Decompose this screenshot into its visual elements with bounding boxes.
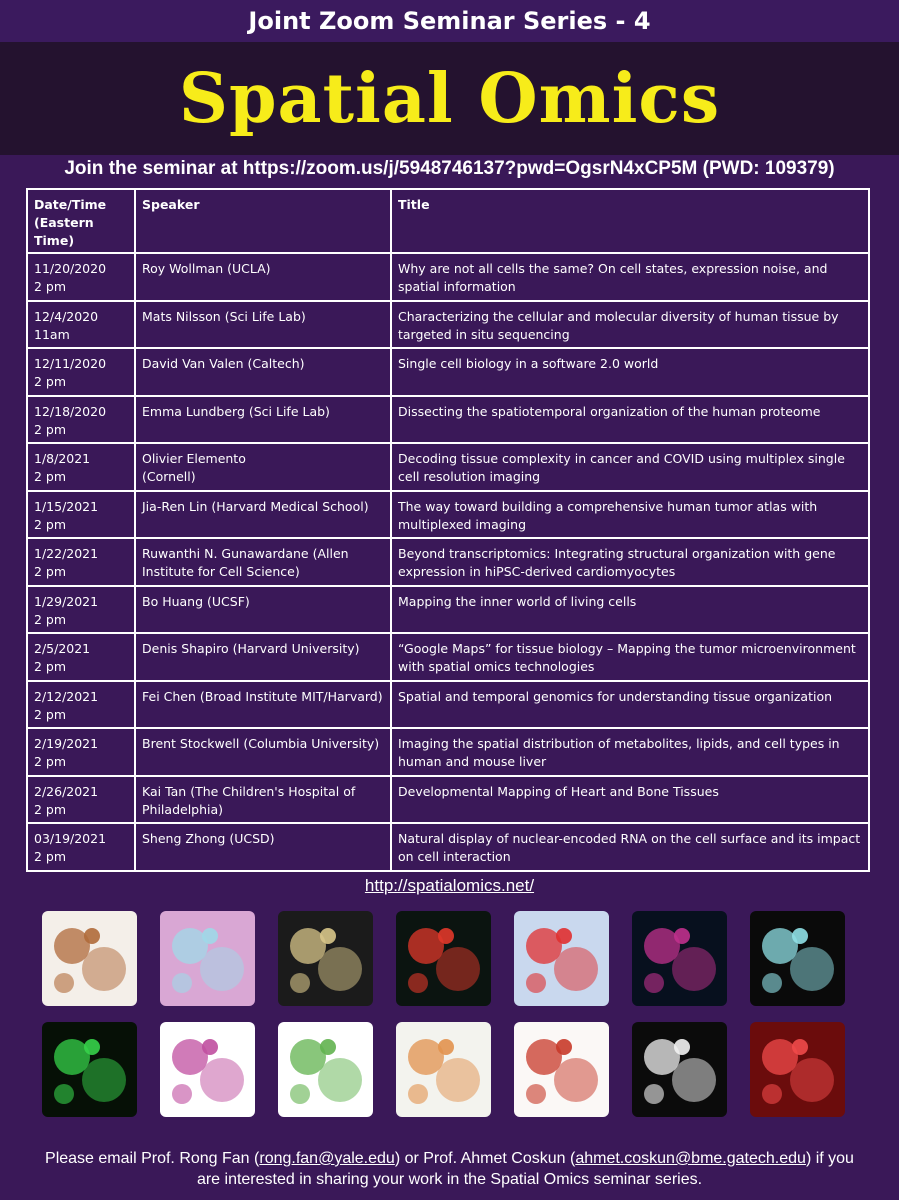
row-speaker: Denis Shapiro (Harvard University) [135,633,391,681]
row-date: 1/22/2021 2 pm [27,538,135,586]
footer-contact [0,1148,899,1190]
row-speaker: Sheng Zhong (UCSD) [135,823,391,871]
table-row [27,491,869,539]
row-speaker: Ruwanthi N. Gunawardane (Allen Institute for Cell Science) [135,538,391,586]
row-speaker: Kai Tan (The Children's Hospital of Philadelphia) [135,776,391,824]
seminar-schedule-table [26,188,870,872]
virus-image [750,1022,845,1117]
footer-line-1 [0,1148,899,1169]
row-title: Single cell biology in a software 2.0 world [391,348,869,396]
row-title: Spatial and temporal genomics for understanding tissue organization [391,681,869,729]
table-row [27,728,869,776]
row-title: Why are not all cells the same? On cell states, expression noise, and spatial information [391,253,869,301]
row-title: Dissecting the spatiotemporal organization of the human proteome [391,396,869,444]
cell-network-diagram-image [514,1022,609,1117]
table-row [27,396,869,444]
tsne-cluster-image [160,1022,255,1117]
row-date: 1/15/2021 2 pm [27,491,135,539]
footer-text-pre: Please email Prof. Rong Fan ( [45,1150,260,1167]
table-row [27,538,869,586]
row-date: 03/19/2021 2 pm [27,823,135,871]
email-link-ahmet-coskun[interactable]: ahmet.coskun@bme.gatech.edu [575,1150,806,1167]
row-speaker: Olivier Elemento (Cornell) [135,443,391,491]
fluorescent-cells-image [396,911,491,1006]
column-header-speaker: Speaker [135,189,391,253]
stacked-microscopy-image [278,911,373,1006]
series-banner [0,0,899,42]
cell-contour-image [750,911,845,1006]
row-title: “Google Maps” for tissue biology – Mapping the tumor microenvironment with spatial omics technologies [391,633,869,681]
cell-diagram-image [396,1022,491,1117]
row-speaker: Fei Chen (Broad Institute MIT/Harvard) [135,681,391,729]
table-row [27,586,869,634]
pink-tissue-stain-image [160,911,255,1006]
row-title: Decoding tissue complexity in cancer and COVID using multiplex single cell resolution imaging [391,443,869,491]
row-speaker: Brent Stockwell (Columbia University) [135,728,391,776]
row-date: 2/5/2021 2 pm [27,633,135,681]
row-date: 11/20/2020 2 pm [27,253,135,301]
footer-line-2: are interested in sharing your work in the Spatial Omics seminar series. [196,1171,703,1188]
row-date: 2/12/2021 2 pm [27,681,135,729]
row-date: 12/4/2020 11am [27,301,135,349]
footer-text-post: ) if you [805,1150,854,1167]
blue-nucleus-image [632,911,727,1006]
row-date: 2/26/2021 2 pm [27,776,135,824]
table-row [27,443,869,491]
row-date: 1/8/2021 2 pm [27,443,135,491]
row-title: The way toward building a comprehensive human tumor atlas with multiplexed imaging [391,491,869,539]
row-speaker: Bo Huang (UCSF) [135,586,391,634]
table-row [27,253,869,301]
heart-panels-image [632,1022,727,1117]
row-date: 12/18/2020 2 pm [27,396,135,444]
column-header-date: Date/Time (Eastern Time) [27,189,135,253]
table-header-row [27,189,869,253]
row-title: Characterizing the cellular and molecular diversity of human tissue by targeted in situ sequencing [391,301,869,349]
row-speaker: Roy Wollman (UCLA) [135,253,391,301]
table-row [27,301,869,349]
row-speaker: Emma Lundberg (Sci Life Lab) [135,396,391,444]
join-link-text[interactable]: Join the seminar at https://zoom.us/j/5948746137?pwd=OgsrN4xCP5M (PWD: 109379) [64,158,835,179]
row-date: 12/11/2020 2 pm [27,348,135,396]
row-title: Natural display of nuclear-encoded RNA on the cell surface and its impact on cell interaction [391,823,869,871]
table-row [27,348,869,396]
title-banner [0,42,899,155]
row-speaker: David Van Valen (Caltech) [135,348,391,396]
row-title: Imaging the spatial distribution of metabolites, lipids, and cell types in human and mouse liver [391,728,869,776]
row-speaker: Mats Nilsson (Sci Life Lab) [135,301,391,349]
row-title: Developmental Mapping of Heart and Bone Tissues [391,776,869,824]
footer-text-mid: ) or Prof. Ahmet Coskun ( [394,1150,576,1167]
row-speaker: Jia-Ren Lin (Harvard Medical School) [135,491,391,539]
image-gallery [42,911,862,1141]
heatmap-image [514,911,609,1006]
table-row [27,823,869,871]
tissue-section-image [42,911,137,1006]
spatialomics-website-link[interactable]: http://spatialomics.net/ [364,876,535,895]
table-row [27,633,869,681]
email-link-rong-fan[interactable]: rong.fan@yale.edu [259,1150,395,1167]
spatial-map-image [278,1022,373,1117]
table-row [27,681,869,729]
row-title: Mapping the inner world of living cells [391,586,869,634]
page-title: Spatial Omics [178,58,721,139]
series-title: Joint Zoom Seminar Series - 4 [248,7,651,35]
row-title: Beyond transcriptomics: Integrating structural organization with gene expression in hiPSC-derived cardiomyocytes [391,538,869,586]
column-header-title: Title [391,189,869,253]
row-date: 1/29/2021 2 pm [27,586,135,634]
table-row [27,776,869,824]
row-date: 2/19/2021 2 pm [27,728,135,776]
green-cells-grid-image [42,1022,137,1117]
